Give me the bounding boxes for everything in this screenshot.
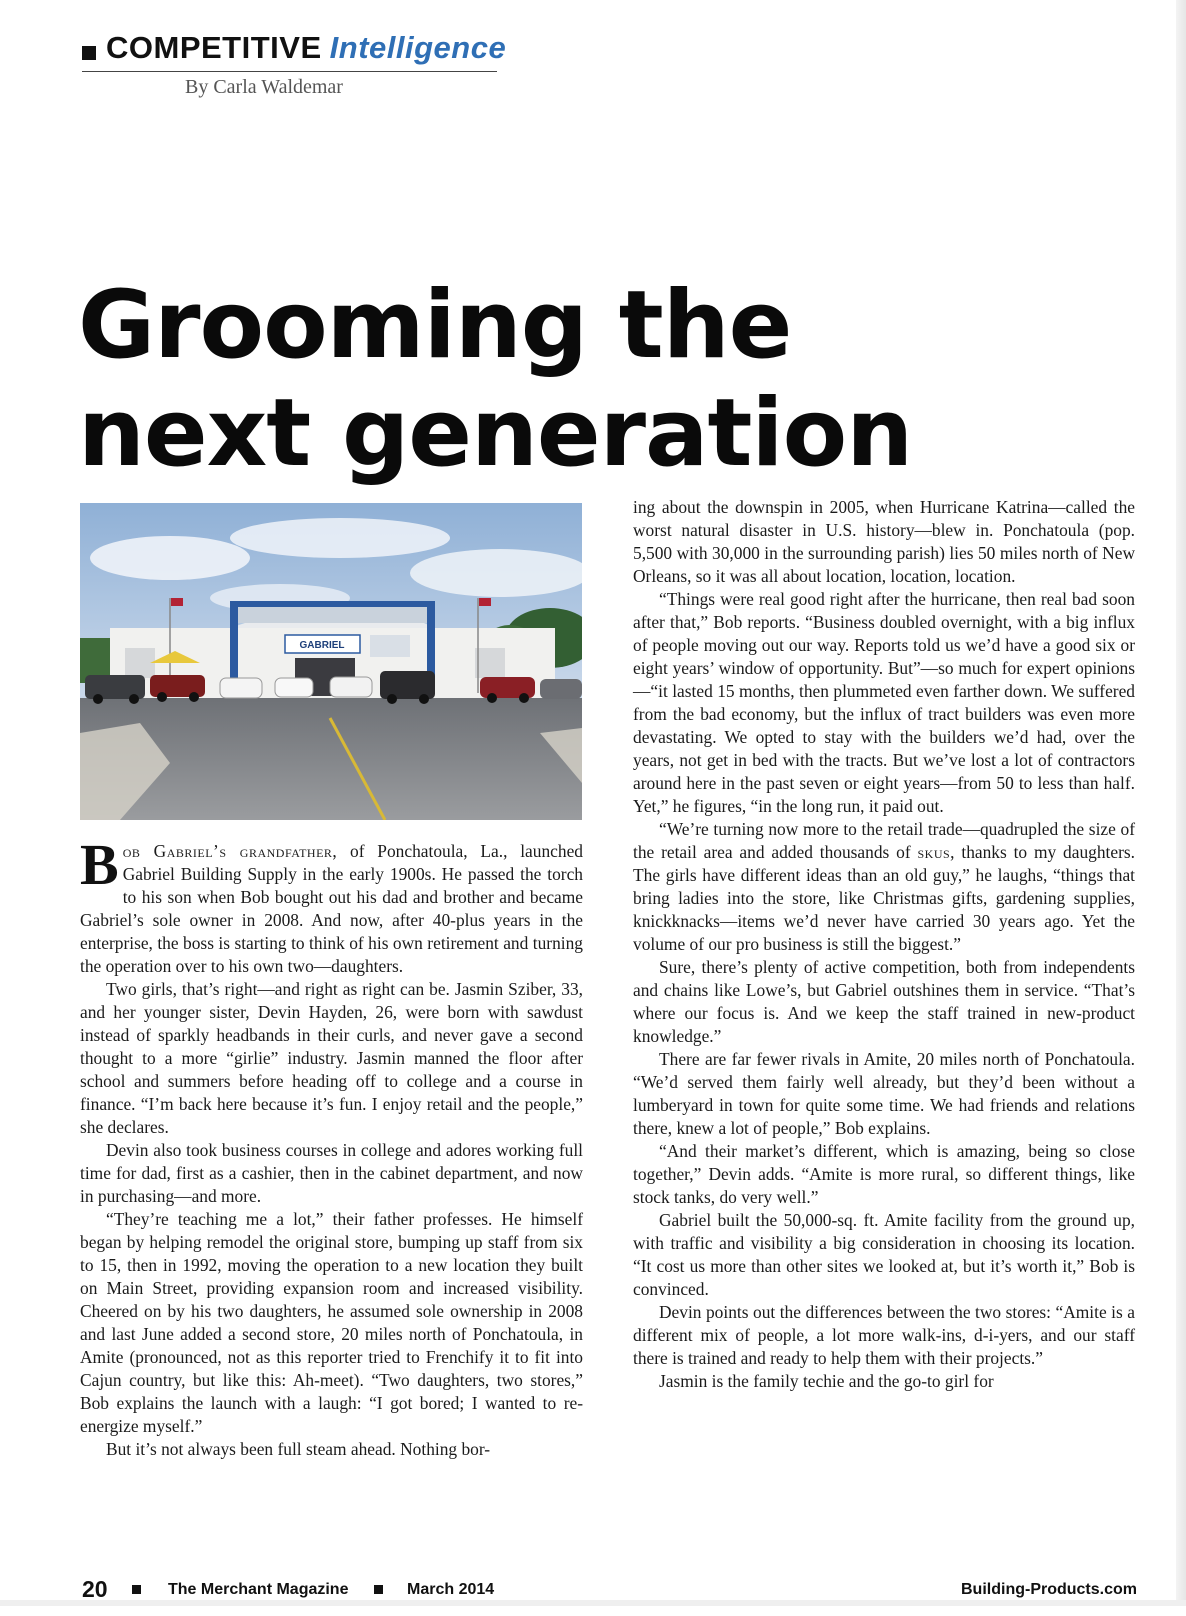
paragraph: Two girls, that’s right—and right as right can be. Jasmin Sziber, 33, and her younger sister, Devin Hayden, 26, were born with sawdust instead of sparkly headbands in their curls, and never gave a second thought to a more “girlie” industry. Jasmin manned the floor after school and summers before heading off to college and a course in finance. “I’m back here because it’s fun. I enjoy retail and the people,” she declares. (80, 979, 583, 1137)
headline-line-2: next generation (78, 379, 913, 488)
issue-date: March 2014 (407, 1581, 495, 1598)
paragraph: Devin points out the differences between the two stores: “Amite is a different mix of people, a lot more walk-ins, d-i-yers, and our staff there is trained and ready to help them with their projects.” (633, 1302, 1135, 1368)
page-number: 20 (82, 1576, 108, 1602)
paragraph-continuation: ing about the downspin in 2005, when Hurricane Katrina—called the worst natural disaster in U.S. history—blew in. Ponchatoula (pop. 5,500 with 30,000 in the surrounding parish) lies 50 miles north of New Orleans, so it was all about location, location, location. (633, 497, 1135, 586)
paragraph: “Things were real good right after the hurricane, then real bad soon after that,” Bob reports. “Business doubled overnight, with a big influx of people moving out our way. Reports told us we’d have a good six or eight years’ window of opportunity. But”—so much for expert opinions—“it lasted 15 months, then plummeted even farther down. We suffered from the bad economy, but the influx of tract builders was even more devastating. We opted to stay with the builders we’d had, over the years, not get in bed with the tracts. But we’ve lost a lot of contractors around here in the past seven or eight years—from 50 to less than half. Yet,” he figures, “in the long run, it paid out. (633, 589, 1135, 816)
paragraph: There are far fewer rivals in Amite, 20 miles north of Ponchatoula. “We’d served them fairly well already, but they’d been without a lumberyard in town for quite some time. We had friends and relations there, knew a lot of people,” Bob explains. (633, 1049, 1135, 1138)
lead-smallcaps: ob Gabriel’s grandfather, (122, 841, 338, 861)
article-column-left (80, 832, 583, 1461)
article-column-right (633, 496, 1135, 1393)
paragraph: “They’re teaching me a lot,” their father professes. He himself began by helping remodel the original store, bumping up staff from six to 15, then in 1992, moving the operation to a new location they built on Main Street, providing expansion room and increased visibility. Cheered on by his two daughters, he assumed sole ownership in 2008 and last June added a second store, 20 miles north of Ponchatoula, in Amite (pronounced, not as this reporter tried to Frenchify it to fit into Cajun country, but like this: Ah-meet). “Two daughters, two stores,” Bob explains the launch with a laugh: “I got bored; I wanted to re-energize myself.” (80, 1209, 583, 1436)
paragraph: But it’s not always been full steam ahead. Nothing bor- (106, 1439, 491, 1459)
paragraph: “And their market’s different, which is amazing, being so close together,” Devin adds. “Amite is more rural, so different things, like stock tanks, do very well.” (633, 1141, 1135, 1207)
department-title (106, 30, 506, 66)
paragraph: Jasmin is the family techie and the go-to girl for (659, 1371, 994, 1391)
department-title-accent: Intelligence (329, 30, 507, 65)
department-title-main: COMPETITIVE (106, 30, 322, 65)
website-url: Building-Products.com (961, 1581, 1137, 1598)
byline: By Carla Waldemar (185, 76, 343, 98)
paragraph: Gabriel built the 50,000-sq. ft. Amite facility from the ground up, with traffic and visibility a big consideration in choosing its location. “It cost us more than other sites we looked at, but it’s worth it,” Bob is convinced. (633, 1210, 1135, 1299)
lead-text: of Ponchatoula, La., launched Gabriel Building Supply in the early 1900s. He passed the torch to his son when Bob bought out his dad and brother and became Gabriel’s sole owner in 2008. And now, after 40-plus years in the enterprise, the boss is starting to think of his own retirement and turning the operation over to his own two—daughters. (80, 841, 583, 976)
drop-cap: B (80, 832, 119, 897)
store-photo-illustration (80, 503, 582, 820)
paragraph-part: , thanks to my daughters. The girls have different ideas than an old guy,” he laughs, “things that bring ladies into the store, like Christmas gifts, gardening supplies, knickknacks—items we’d never have carried 30 years ago. Yet the volume of our pro business is still the biggest.” (633, 842, 1135, 954)
magazine-name: The Merchant Magazine (168, 1581, 349, 1598)
headline (78, 272, 978, 488)
paragraph (633, 818, 1135, 956)
department-square-icon (82, 46, 96, 60)
footer-square-icon (132, 1585, 141, 1594)
headline-line-1: Grooming the (78, 271, 792, 380)
sku-smallcaps: skus (917, 842, 951, 862)
store-photo (80, 503, 582, 820)
paragraph: Devin also took business courses in college and adores working full time for dad, first as a cashier, then in the cabinet department, and now in purchasing—and more. (80, 1140, 583, 1206)
lead-paragraph (80, 832, 583, 978)
page-footer (82, 1576, 1137, 1616)
page-edge (1176, 0, 1186, 1606)
department-rule (82, 71, 497, 72)
paragraph-part: “We’re turning now more to the retail trade—quadrupled the size of the retail area and added thousands of (633, 819, 1135, 862)
store-sign-text: GABRIEL (299, 640, 345, 651)
paragraph: Sure, there’s plenty of active competition, both from independents and chains like Lowe’s, but Gabriel outshines them in service. “That’s where our focus is. And we keep the staff trained in new-product knowledge.” (633, 957, 1135, 1046)
footer-square-icon (374, 1585, 383, 1594)
